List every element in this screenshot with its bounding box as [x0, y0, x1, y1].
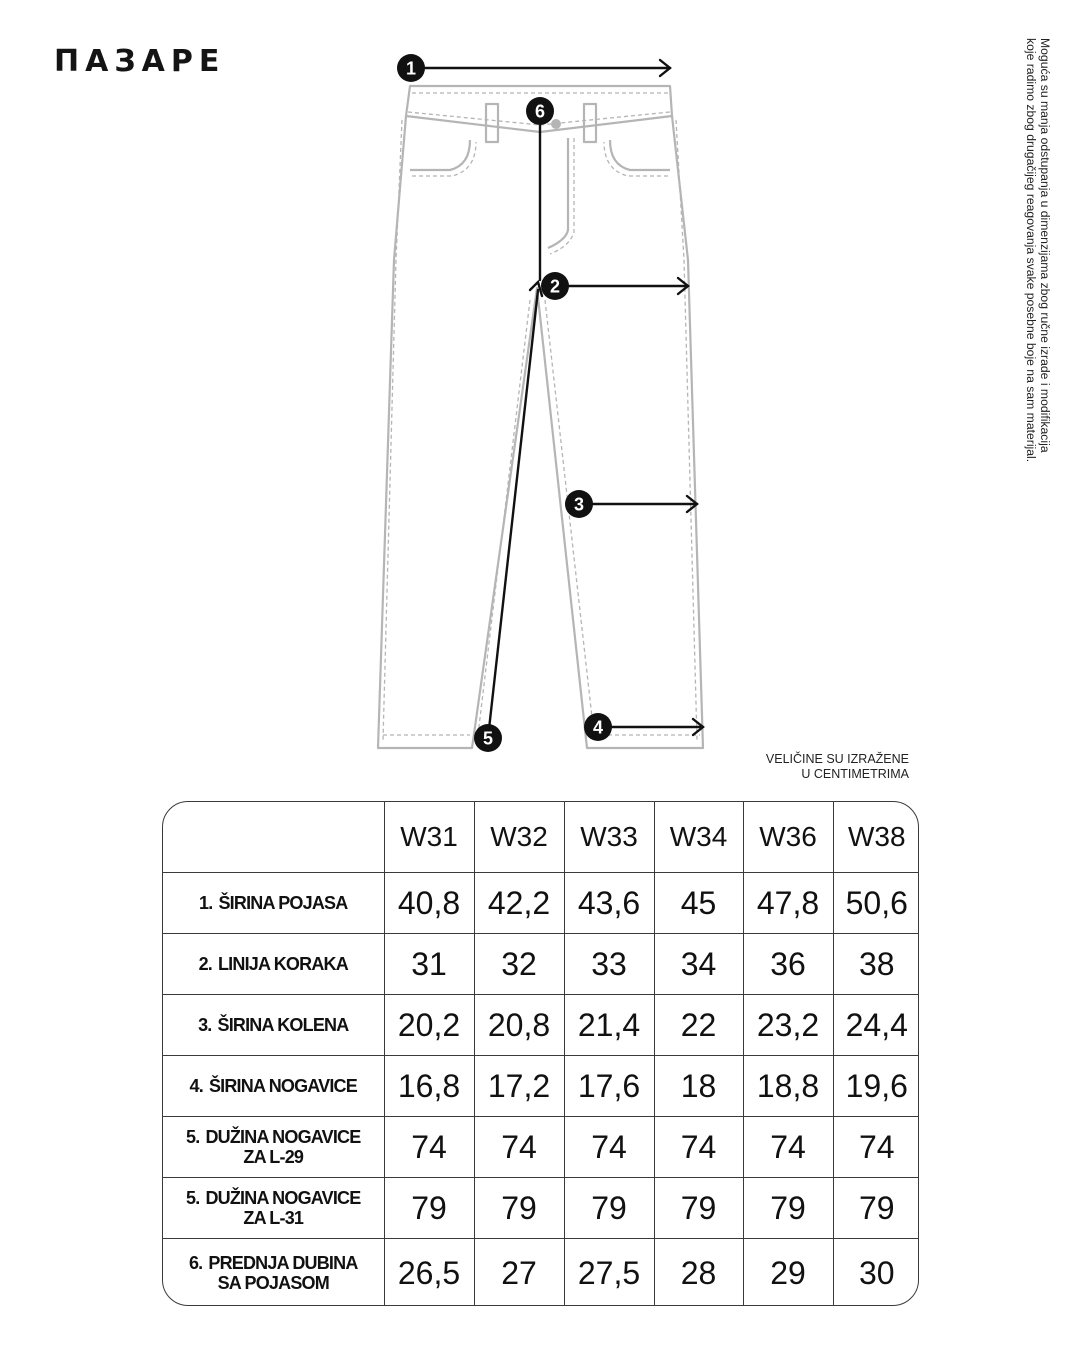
row-label: 5. DUŽINA NOGAVICE ZA L-31 — [163, 1178, 384, 1239]
cell-value: 21,4 — [564, 995, 654, 1056]
cell-value: 33 — [564, 934, 654, 995]
marker-4 — [584, 713, 612, 741]
cell-value: 74 — [384, 1117, 474, 1178]
cell-value: 79 — [654, 1178, 743, 1239]
cell-value: 74 — [564, 1117, 654, 1178]
cell-value: 26,5 — [384, 1239, 474, 1307]
cell-value: 50,6 — [833, 873, 919, 934]
cell-value: 17,2 — [474, 1056, 564, 1117]
svg-text:5: 5 — [482, 728, 494, 749]
header-empty-cell — [163, 802, 384, 873]
marker-2 — [541, 272, 569, 300]
row-label: 3. ŠIRINA KOLENA — [163, 995, 384, 1056]
svg-text:2: 2 — [549, 276, 561, 297]
size-chart-table — [162, 801, 919, 1306]
cell-value: 43,6 — [564, 873, 654, 934]
marker-3 — [565, 490, 593, 518]
header-size: W32 — [474, 802, 564, 873]
row-label: 2. LINIJA KORAKA — [163, 934, 384, 995]
cell-value: 19,6 — [833, 1056, 919, 1117]
svg-text:1: 1 — [405, 58, 417, 79]
svg-text:6: 6 — [534, 101, 546, 122]
cell-value: 29 — [743, 1239, 833, 1307]
table-row — [163, 995, 919, 1056]
cell-value: 38 — [833, 934, 919, 995]
cell-value: 79 — [833, 1178, 919, 1239]
table-row — [163, 1178, 919, 1239]
cell-value: 22 — [654, 995, 743, 1056]
cell-value: 20,2 — [384, 995, 474, 1056]
svg-text:4: 4 — [592, 717, 604, 738]
header-size: W38 — [833, 802, 919, 873]
cell-value: 74 — [743, 1117, 833, 1178]
row-label: 6. PREDNJA DUBINA SA POJASOM — [163, 1239, 384, 1307]
svg-text:3: 3 — [573, 494, 585, 515]
cell-value: 18,8 — [743, 1056, 833, 1117]
cell-value: 74 — [474, 1117, 564, 1178]
disclaimer-line-2: koje radimo zbog drugačijeg reagovanja svake posebne boje na sam materijal. — [1024, 38, 1038, 463]
cell-value: 45 — [654, 873, 743, 934]
cell-value: 47,8 — [743, 873, 833, 934]
units-note-line-1: VELIČINE SU IZRAŽENE — [765, 752, 909, 766]
cell-value: 42,2 — [474, 873, 564, 934]
row-label: 5. DUŽINA NOGAVICE ZA L-29 — [163, 1117, 384, 1178]
table-row — [163, 1239, 919, 1307]
cell-value: 17,6 — [564, 1056, 654, 1117]
header-size: W36 — [743, 802, 833, 873]
marker-6 — [526, 97, 554, 125]
disclaimer-line-1: Moguća su manja odstupanja u dimenzijama zbog ručne izrade i modifikacija — [1038, 38, 1052, 453]
cell-value: 79 — [743, 1178, 833, 1239]
row-label: 4. ŠIRINA NOGAVICE — [163, 1056, 384, 1117]
cell-value: 31 — [384, 934, 474, 995]
cell-value: 79 — [384, 1178, 474, 1239]
marker-5 — [474, 724, 502, 752]
cell-value: 36 — [743, 934, 833, 995]
cell-value: 24,4 — [833, 995, 919, 1056]
cell-value: 40,8 — [384, 873, 474, 934]
table-header-row — [163, 802, 919, 873]
cell-value: 20,8 — [474, 995, 564, 1056]
cell-value: 28 — [654, 1239, 743, 1307]
units-note-line-2: U CENTIMETRIMA — [801, 767, 909, 781]
header-size: W31 — [384, 802, 474, 873]
units-note — [766, 752, 909, 782]
cell-value: 79 — [564, 1178, 654, 1239]
cell-value: 74 — [833, 1117, 919, 1178]
marker-1 — [397, 54, 425, 82]
header-size: W34 — [654, 802, 743, 873]
cell-value: 18 — [654, 1056, 743, 1117]
cell-value: 32 — [474, 934, 564, 995]
cell-value: 23,2 — [743, 995, 833, 1056]
table-row — [163, 873, 919, 934]
brand-logo: ΠΑЗΑΡΕ — [54, 44, 226, 79]
cell-value: 34 — [654, 934, 743, 995]
cell-value: 27 — [474, 1239, 564, 1307]
cell-value: 27,5 — [564, 1239, 654, 1307]
table-row — [163, 934, 919, 995]
cell-value: 79 — [474, 1178, 564, 1239]
cell-value: 74 — [654, 1117, 743, 1178]
header-size: W33 — [564, 802, 654, 873]
cell-value: 16,8 — [384, 1056, 474, 1117]
cell-value: 30 — [833, 1239, 919, 1307]
row-label: 1. ŠIRINA POJASA — [163, 873, 384, 934]
table-row — [163, 1056, 919, 1117]
table-row — [163, 1117, 919, 1178]
